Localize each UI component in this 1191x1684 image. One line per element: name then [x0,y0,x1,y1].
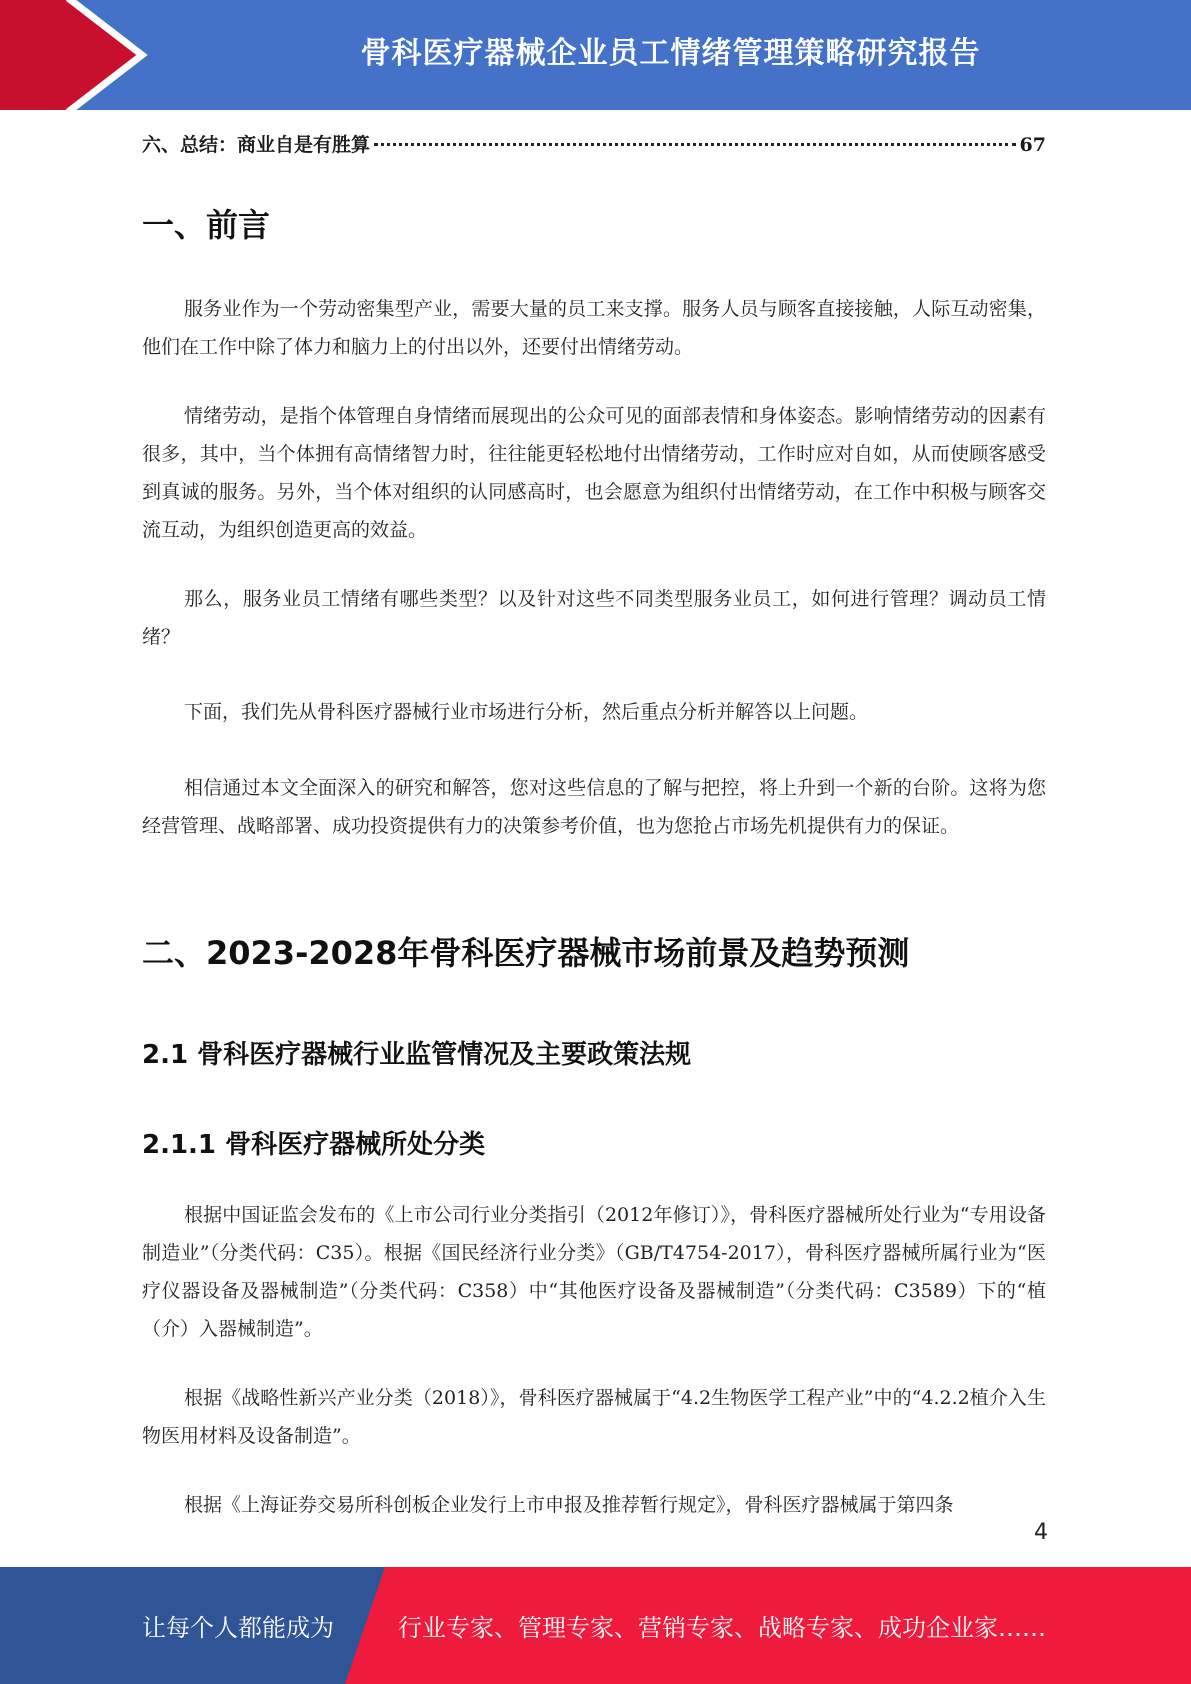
classification-paragraph-1: 根据中国证监会发布的《上市公司行业分类指引（2012年修订）》，骨科医疗器械所处行业为“专用设备制造业”（分类代码：C35）。根据《国民经济行业分类》（GB/T4754-2017），骨科医疗器械所属行业为“医疗仪器设备及器械制造”（分类代码：C358）中“其他医疗设备及器械制造”（分类代码：C3589）下的“植（介）入器械制造”。 [142,1204,1046,1340]
page-footer [0,1567,1191,1684]
toc-entry[interactable] [142,130,1046,157]
subsection-heading-2-1-1: 2.1.1 骨科医疗器械所处分类 [142,1130,486,1160]
page-header [0,0,1191,110]
footer-slogan-left: 让每个人都能成为 [142,1614,334,1642]
footer-slogan-right: 行业专家、管理专家、营销专家、战略专家、成功企业家…… [398,1614,1046,1642]
intro-paragraph-5: 相信通过本文全面深入的研究和解答，您对这些信息的了解与把控，将上升到一个新的台阶。这将为您经营管理、战略部署、成功投资提供有力的决策参考价值，也为您抢占市场先机提供有力的保证。 [142,777,1046,837]
toc-entry-label: 六、总结：商业自是有胜算 [142,134,371,156]
toc-leader-dots [374,143,1016,146]
classification-paragraph-2: 根据《战略性新兴产业分类（2018）》，骨科医疗器械属于“4.2生物医学工程产业”中的“4.2.2植介入生物医用材料及设备制造”。 [142,1387,1046,1447]
subsection-heading-2-1: 2.1 骨科医疗器械行业监管情况及主要政策法规 [142,1040,692,1070]
section-heading-intro: 一、前言 [142,206,271,244]
page-number: 4 [1034,1520,1048,1545]
toc-entry-page: 67 [1019,134,1046,156]
section-heading-market: 二、2023-2028年骨科医疗器械市场前景及趋势预测 [142,934,910,972]
intro-paragraph-3: 那么，服务业员工情绪有哪些类型？以及针对这些不同类型服务业员工，如何进行管理？调动员工情绪？ [142,588,1046,648]
intro-paragraph-2: 情绪劳动，是指个体管理自身情绪而展现出的公众可见的面部表情和身体姿态。影响情绪劳动的因素有很多，其中，当个体拥有高情绪智力时，往往能更轻松地付出情绪劳动，工作时应对自如，从而使顾客感受到真诚的服务。另外，当个体对组织的认同感高时，也会愿意为组织付出情绪劳动，在工作中积极与顾客交流互动，为组织创造更高的效益。 [142,405,1046,541]
report-title: 骨科医疗器械企业员工情绪管理策略研究报告 [360,36,981,71]
header-chevron-decoration [0,0,160,110]
intro-paragraph-4: 下面，我们先从骨科医疗器械行业市场进行分析，然后重点分析并解答以上问题。 [184,701,869,723]
classification-paragraph-3: 根据《上海证券交易所科创板企业发行上市申报及推荐暂行规定》，骨科医疗器械属于第四条 [184,1494,954,1516]
intro-paragraph-1: 服务业作为一个劳动密集型产业，需要大量的员工来支撑。服务人员与顾客直接接触，人际互动密集，他们在工作中除了体力和脑力上的付出以外，还要付出情绪劳动。 [142,298,1046,358]
